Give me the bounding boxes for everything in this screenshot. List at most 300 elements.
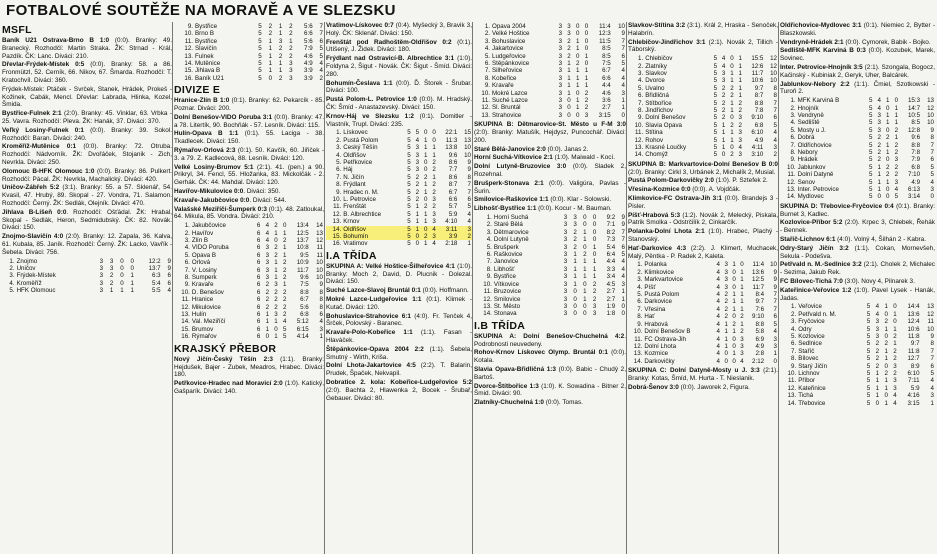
team-name: FC Ostrava-Jih <box>644 335 686 343</box>
table-cell: 3:14 <box>907 193 921 201</box>
table-row <box>174 38 324 45</box>
table-cell: 4 <box>716 335 720 343</box>
table-cell: 0 <box>886 126 890 134</box>
section-heading-1a-trida: I.A TŘÍDA <box>326 249 377 262</box>
table-row <box>628 321 778 328</box>
table-cell: 3 <box>773 342 777 350</box>
table-row <box>780 311 935 318</box>
table-cell: 6. <box>184 259 190 267</box>
table-cell: 2 <box>576 60 580 68</box>
table-cell: 3 <box>289 60 293 68</box>
table-cell: 5 <box>258 37 262 45</box>
table-row <box>174 53 324 60</box>
match-report: SKUPINA A: Dolní Benešov-Chuchelná 4:2. Podrobnosti neuvedeny. <box>474 332 626 348</box>
table-cell: 0 <box>268 74 273 82</box>
table-cell: 5 <box>868 111 873 119</box>
table-cell: 3 <box>265 274 270 282</box>
table-row <box>474 97 626 104</box>
standings-table-1b-skupina-d <box>780 303 935 407</box>
team-name: Oldřišov <box>342 226 403 233</box>
table-cell: 15:5 <box>751 55 764 63</box>
table-row <box>174 252 324 259</box>
table-cell: 6:8 <box>911 163 921 171</box>
table-row <box>326 240 472 247</box>
table-row <box>628 350 778 357</box>
table-cell: 1 <box>584 82 589 90</box>
table-cell: 2 <box>893 370 897 378</box>
table-cell: 12. <box>184 45 194 53</box>
table-cell: 7 <box>773 99 777 107</box>
table-cell: 4:10 <box>445 218 458 226</box>
table-cell: 5 <box>773 121 777 129</box>
table-cell: 2 <box>265 296 270 304</box>
table-cell: 2 <box>877 156 881 164</box>
table-cell: 3 <box>289 67 293 75</box>
table-cell: 5 <box>713 62 718 70</box>
table-cell: 2 <box>278 52 283 60</box>
table-cell: 4:9 <box>755 342 765 350</box>
match-reports <box>628 161 778 261</box>
table-cell: 5 <box>407 151 411 159</box>
table-cell: 1 <box>423 181 428 189</box>
table-cell: 1 <box>130 287 134 295</box>
team-name: Zlín B <box>191 237 209 245</box>
table-cell: 2 <box>573 243 577 251</box>
table-cell: 1 <box>282 229 287 237</box>
table-cell: 3 <box>558 37 563 45</box>
table-cell: 1 <box>584 67 589 75</box>
team-name: Bruzovice <box>493 288 522 296</box>
table-cell: 14. <box>634 151 644 159</box>
table-cell: 0 <box>120 264 124 272</box>
team-name: Příbor <box>798 377 816 385</box>
table-cell: 1. <box>790 97 796 105</box>
table-cell: 6. <box>791 340 797 348</box>
table-cell: 2:7 <box>606 288 616 296</box>
table-cell: 12:6 <box>751 62 764 70</box>
table-cell: 0 <box>573 302 577 310</box>
table-cell: 0 <box>730 144 734 152</box>
table-cell: 1 <box>268 45 273 53</box>
table-cell: 1 <box>576 74 580 82</box>
table-cell: 1 <box>738 77 742 85</box>
team-name: Suché Lazce <box>492 97 528 105</box>
table-cell: 1. <box>484 23 490 30</box>
table-cell: 2 <box>567 45 571 53</box>
table-row <box>780 193 935 200</box>
team-name: Bystřice <box>195 37 218 45</box>
table-cell: 11 <box>927 318 934 326</box>
table-cell: 1 <box>877 178 881 186</box>
table-cell: 1 <box>875 377 880 385</box>
table-cell: 6 <box>167 279 171 287</box>
table-cell: 1 <box>573 265 577 273</box>
table-cell: 10. <box>332 196 342 204</box>
table-cell: 1 <box>894 134 899 142</box>
table-cell: 9:7 <box>754 84 764 92</box>
table-cell: 6:6 <box>304 30 313 38</box>
table-cell: 10 <box>618 23 625 30</box>
team-name: Dolní Benešov B <box>644 328 691 336</box>
table-cell: 7. <box>486 258 492 266</box>
match-report: Velké Losiny-Brumov 5:1 (2:1). 41. (pen.) a 90. Prikryl, 34. Fencl, 55. Hložanka, 83. Mickolčák - 2. Gerhák. ČK: 44. Mahdal. Diváci: 120. <box>174 163 324 187</box>
table-row <box>326 152 472 159</box>
table-cell: 2 <box>884 340 888 348</box>
table-cell: 6:9 <box>755 335 765 343</box>
table-cell: 0 <box>130 264 134 272</box>
table-cell: 0 <box>886 193 890 201</box>
table-row <box>326 159 472 166</box>
table-cell: 3 <box>621 280 625 288</box>
table-cell: 8 <box>319 288 323 296</box>
table-row <box>2 272 172 279</box>
table-cell: 2 <box>415 188 420 196</box>
table-cell: 8:7 <box>754 92 764 100</box>
table-row <box>474 258 626 265</box>
table-cell: 6:10 <box>751 129 764 137</box>
table-row <box>628 336 778 343</box>
table-row <box>474 104 626 111</box>
table-cell: 15. <box>184 67 194 75</box>
table-cell: 3 <box>415 144 420 152</box>
table-cell: 2 <box>893 355 897 363</box>
team-name: Dětmarovice <box>493 228 529 236</box>
table-row <box>474 273 626 280</box>
match-report: Chlebičov-Jindřichov 3:1 (2:1). Novák 2, Tillich - Táborský. <box>628 38 778 54</box>
table-cell: 10. <box>634 121 644 129</box>
table-cell: 3 <box>558 45 563 53</box>
table-cell: 0 <box>621 302 625 310</box>
table-cell: 1 <box>278 60 283 68</box>
table-cell: 7:6 <box>755 305 765 313</box>
table-cell: 2 <box>289 23 293 30</box>
table-cell: 1 <box>740 276 744 284</box>
team-name: Dolní Benešov <box>645 114 686 122</box>
table-row <box>474 38 626 45</box>
table-cell: 1 <box>584 74 589 82</box>
table-cell: 6 <box>773 313 777 321</box>
table-cell: 4 <box>167 287 171 295</box>
table-cell: 12. <box>483 295 492 303</box>
table-cell: 0 <box>584 45 589 53</box>
table-cell: 14. <box>483 310 492 318</box>
table-cell: 2. <box>184 229 190 237</box>
table-row <box>780 363 935 370</box>
match-report: Frýdek-Místek: Ptáček - Svrček, Stanek, Hrádek, Prokeš - Kožinek, Cabák, Mencl. Dřevlar: Labrada, Hlinka, Kozel, Šmida. <box>2 85 172 109</box>
table-cell: 12 <box>770 62 777 70</box>
table-cell: 3 <box>740 342 744 350</box>
table-cell: 6. <box>637 298 643 306</box>
table-row <box>474 266 626 273</box>
match-report: Rýmařov-Orlová 2:3 (0:1). 50. Kavčík, 60. Jiřiček - 3. a 79. Z. Kadlecová, 88. Lesník. Diváci: 120. <box>174 147 324 162</box>
table-cell: 1 <box>573 251 577 259</box>
table-cell: 13. <box>633 350 643 358</box>
table-cell: 8. <box>486 265 492 273</box>
table-cell: 5. <box>790 126 796 134</box>
table-cell: 3 <box>109 264 114 272</box>
table-row <box>780 156 935 163</box>
match-report: Dobratice 2. kola: Kobeřice-Ludgeřovice 5:2 (2:0). Bachta 2, Hlawenka 2, Bocek - Šrubař, Gebauer. Diváci: 80. <box>326 379 472 402</box>
table-cell: 12. <box>481 104 490 112</box>
table-cell: 2 <box>423 203 428 211</box>
table-cell: 7:9 <box>304 45 313 53</box>
team-name: Jindřichov <box>645 107 674 115</box>
table-row <box>174 75 324 82</box>
table-cell: 3. <box>486 228 492 236</box>
table-cell: 4 <box>716 313 720 321</box>
match-report: Dřevlar-Frýdek-Místek 0:5 (0:0). Branky: 58. a 86. Fronmützl, 52. Cerník, 66. Nikov, 67. Šmarda. Rozhodčí: T. Kratochvíl. Diváci: 360. <box>2 61 172 84</box>
table-cell: 3 <box>930 392 934 400</box>
table-cell: 7 <box>621 45 625 53</box>
match-report: Vendryně-Hrádek 2:1 (0:0). Cymorek, Babik - Bojko. <box>780 38 931 46</box>
table-cell: 5 <box>868 141 873 149</box>
table-row <box>174 237 324 244</box>
team-name: Jihlava B <box>195 67 221 75</box>
table-cell: 8 <box>773 84 777 92</box>
table-row <box>174 67 324 74</box>
team-name: Polanka <box>644 261 667 269</box>
table-cell: 8. <box>184 274 190 282</box>
match-report: SKUPINA B: Markvartovice-Dolní Benešov B 0:0 (2:0). Branky: Cirkl 3, Urbánek 2, Michalík 2, Musial. <box>628 160 778 176</box>
table-cell: 3 <box>415 158 420 166</box>
table-cell: 1. <box>9 257 15 265</box>
table-cell: 2 <box>584 104 589 112</box>
table-cell: 11:3 <box>445 136 458 144</box>
table-cell: 5 <box>407 158 411 166</box>
match-report: Libhošť-Bystřice 1:1 (0:0). Kocur - M. Bauman. <box>474 205 612 213</box>
table-cell: 13 <box>464 136 471 144</box>
table-cell: 5 <box>415 129 420 137</box>
team-name: Val. Meziříčí <box>191 318 226 326</box>
team-name: Fryčovice <box>798 318 825 326</box>
table-cell: 6 <box>256 281 261 289</box>
table-cell: 5 <box>866 377 871 385</box>
column-3 <box>326 22 472 554</box>
team-name: Staříč <box>798 347 815 355</box>
table-cell: 1 <box>268 60 273 68</box>
team-name: Darkovičky <box>644 357 675 365</box>
table-row <box>780 370 935 377</box>
table-cell: 2. <box>637 268 643 276</box>
table-cell: 1 <box>740 320 744 328</box>
table-row <box>628 100 778 107</box>
table-cell: 2 <box>583 251 587 259</box>
table-cell: 13:6 <box>752 268 765 276</box>
table-cell: 1 <box>423 136 428 144</box>
table-cell: 9:6 <box>911 134 921 142</box>
table-cell: 4. <box>184 244 190 252</box>
table-cell: 1 <box>423 151 428 159</box>
standings-table-1b-skupina-c <box>780 97 935 201</box>
table-cell: 2 <box>282 266 287 274</box>
table-cell: 3 <box>428 233 436 240</box>
table-cell: 7:1 <box>606 221 616 229</box>
table-cell: 2 <box>724 291 728 299</box>
table-row <box>628 358 778 365</box>
table-cell: 6 <box>319 37 323 45</box>
match-report: Veľký Losiny-Fulnek 0:1 (0:0). Branky: 39. Sokol. Rozhodčí: Baran. Diváci: 240. <box>2 126 172 142</box>
table-cell: 5 <box>713 107 718 115</box>
table-cell: 0 <box>274 237 278 245</box>
table-row <box>326 144 472 151</box>
table-row <box>628 70 778 77</box>
table-cell: 2 <box>289 52 293 60</box>
team-name: Hrabová <box>644 320 668 328</box>
team-name: Kroměříž <box>16 279 42 287</box>
table-cell: 3. <box>184 237 190 245</box>
table-cell: 8:8 <box>300 288 309 296</box>
team-name: Ludgeřovice <box>492 52 526 60</box>
table-cell: 1 <box>567 82 571 90</box>
table-cell: 3. <box>484 37 490 45</box>
match-report: Nový Jičín-Český Těšín 2:3 (1:1). Branky: Hejdušek, Bajer - Zubek, Meadros, Hrabec. Diváci: 180. <box>174 355 324 379</box>
team-name: Dolní Lutyně <box>493 236 529 244</box>
table-cell: 5 <box>866 318 871 326</box>
table-cell: 1 <box>894 104 899 112</box>
table-cell: 10 <box>464 144 471 152</box>
table-cell: 3 <box>558 74 563 82</box>
table-cell: 1 <box>740 268 744 276</box>
table-cell: 2. <box>486 221 492 229</box>
match-reports <box>780 203 935 303</box>
table-row <box>780 377 935 384</box>
table-cell: 1 <box>732 261 736 269</box>
table-cell: 6 <box>256 325 261 333</box>
team-name: Stonava <box>493 310 517 318</box>
table-cell: 7 <box>930 141 934 149</box>
table-cell: 1 <box>268 52 273 60</box>
table-row <box>474 221 626 228</box>
table-cell: 1 <box>730 107 734 115</box>
table-cell: 7:3 <box>606 236 616 244</box>
table-cell: 2 <box>274 296 278 304</box>
table-cell: 6 <box>256 333 261 341</box>
table-cell: 2 <box>289 45 293 53</box>
table-cell: 8 <box>930 340 934 348</box>
table-cell: 2 <box>877 141 881 149</box>
column-divider <box>324 22 325 554</box>
table-cell: 11. <box>481 97 490 105</box>
match-report: Slavkov-Štítina 3:2 (3:1). Král 2, Hraska - Šenoček, Halabrín. <box>628 22 778 37</box>
table-cell: 2 <box>884 370 888 378</box>
table-row <box>474 310 626 317</box>
table-cell: 5 <box>713 136 718 144</box>
team-name: Inter. Petrovice <box>797 186 839 194</box>
table-cell: 3 <box>558 97 563 105</box>
table-cell: 0 <box>730 62 734 70</box>
table-cell: 6:7 <box>602 67 611 75</box>
table-cell: 1 <box>621 97 625 105</box>
table-row <box>326 196 472 203</box>
table-cell: 10:5 <box>907 111 921 119</box>
column-divider <box>778 22 779 554</box>
table-cell: 1 <box>432 151 436 159</box>
table-cell: 9. <box>790 156 796 164</box>
table-cell: 6 <box>167 272 171 280</box>
table-cell: 5 <box>713 144 718 152</box>
table-cell: 9 <box>467 158 471 166</box>
table-cell: 3 <box>567 23 571 30</box>
table-cell: 3 <box>265 244 270 252</box>
table-cell: 1 <box>265 325 270 333</box>
table-cell: 0 <box>584 60 589 68</box>
table-cell: 3. <box>638 70 644 77</box>
table-cell: 1 <box>467 240 471 248</box>
table-row <box>628 291 778 298</box>
table-row <box>474 303 626 310</box>
team-name: Slavičín <box>195 45 217 53</box>
table-cell: 1 <box>278 67 283 75</box>
table-row <box>780 340 935 347</box>
table-cell: 8. <box>336 181 342 189</box>
table-cell: 5 <box>407 136 411 144</box>
table-cell: 15. <box>326 233 342 240</box>
table-cell: 4 <box>877 97 881 105</box>
table-row <box>174 23 324 30</box>
table-cell: 3 <box>563 228 568 236</box>
table-cell: 4:4 <box>602 82 611 90</box>
table-cell: 2 <box>109 279 114 287</box>
table-row <box>628 328 778 335</box>
table-cell: 2 <box>886 163 890 171</box>
table-row <box>174 259 324 266</box>
table-cell: 9 <box>319 281 323 289</box>
table-cell: 6 <box>621 52 625 60</box>
match-reports <box>174 97 324 221</box>
table-cell: 11. <box>634 335 643 343</box>
table-cell: 5:9 <box>448 210 458 218</box>
table-cell: 5 <box>407 188 411 196</box>
match-report: Uničov-Zábřeh 5:2 (3:1). Branky: 55. a 57. Sklenář, 54. Kvasil, 47. Hrubý, 89. Skopal - 27. Vondra, 71. Salamon. Rozhodčí: Černý. ŽK: Sedlák, Olejník. Diváci: 470. <box>2 184 172 207</box>
table-cell: 2:12 <box>752 357 765 365</box>
column-2 <box>174 22 324 554</box>
table-cell: 11:4 <box>599 23 611 30</box>
team-name: Píšť <box>644 283 656 291</box>
table-cell: 6 <box>256 229 261 237</box>
table-cell: 0 <box>732 268 736 276</box>
table-row <box>174 281 324 288</box>
table-cell: 7:7 <box>448 166 458 174</box>
table-cell: 2 <box>289 30 293 38</box>
table-cell: 5 <box>713 55 718 63</box>
table-cell: 4. <box>484 45 490 53</box>
table-cell: 1 <box>724 320 728 328</box>
table-cell: 5 <box>407 196 411 204</box>
table-cell: 3 <box>773 144 777 152</box>
table-cell: 11:8 <box>907 347 920 355</box>
table-cell: 7 <box>930 355 934 363</box>
table-cell: 11. <box>788 377 797 385</box>
table-cell: 2 <box>573 236 577 244</box>
table-cell: 7 <box>319 23 323 30</box>
team-name: Jablunkov <box>797 163 826 171</box>
table-cell: 11:7 <box>751 70 764 77</box>
table-cell: 10. <box>787 163 796 171</box>
table-cell: 5 <box>866 340 871 348</box>
table-cell: 4 <box>894 186 899 194</box>
table-cell: 5 <box>713 77 718 85</box>
table-row <box>780 119 935 126</box>
table-cell: 4 <box>716 291 720 299</box>
table-cell: 3 <box>724 261 728 269</box>
table-cell: 3 <box>894 178 899 186</box>
table-cell: 6:3 <box>152 272 161 280</box>
table-row <box>628 306 778 313</box>
match-reports <box>474 121 626 213</box>
table-cell: 4:16 <box>907 392 920 400</box>
table-cell: 3 <box>721 77 726 85</box>
table-cell: 12:5 <box>752 276 765 284</box>
